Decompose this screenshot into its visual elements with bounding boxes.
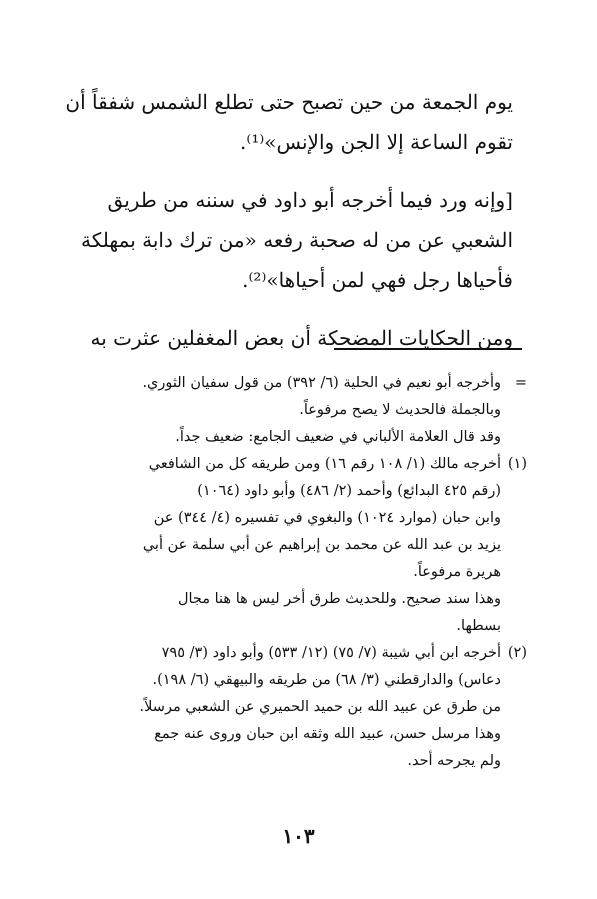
- text-line: الشعبي عن من له صحبة رفعه «من ترك دابة بمهلكة: [81, 228, 513, 252]
- paragraph-3: [73, 318, 513, 358]
- text-line: تقوم الساعة إلا الجن والإنس»⁽¹⁾.: [240, 130, 513, 154]
- footnote-line: أخرجه ابن أبي شيبة (٧/ ٧٥) (١٢/ ٥٣٣) وأبو داود (٣/ ٧٩٥: [161, 645, 501, 661]
- text-line: ومن الحكايات المضحكة أن بعض المغفلين عثرت به: [90, 326, 513, 350]
- footnotes: [67, 370, 527, 775]
- footnote-line: يزيد بن عبد الله عن محمد بن إبراهيم عن أبي سلمة عن أبي: [142, 537, 501, 553]
- footnote-line: وهذا سند صحيح. وللحديث طرق أخر ليس ها هنا مجال: [177, 591, 501, 607]
- footnote-line: هريرة مرفوعاً.: [413, 564, 501, 580]
- page-number: ١٠٣: [282, 824, 315, 848]
- footnote-line: وقد قال العلامة الألباني في ضعيف الجامع: ضعيف جداً.: [175, 429, 501, 445]
- footnote-line: ولم يجرحه أحد.: [407, 753, 501, 769]
- footnote-separator: [334, 348, 522, 350]
- footnote-continued: [67, 370, 527, 451]
- main-text: [65, 82, 513, 376]
- footnote-marker: =: [514, 375, 527, 391]
- text-line: فأحياها رجل فهي لمن أحياها»⁽²⁾.: [242, 268, 513, 292]
- footnote-line: من طرق عن عبيد الله بن حميد الحميري عن الشعبي مرسلاً.: [139, 699, 501, 715]
- text-line: [وإنه ورد فيما أخرجه أبو داود في سننه من طريق: [107, 188, 513, 212]
- footnote-line: وابن حبان (موارد ١٠٢٤) والبغوي في تفسيره (٤/ ٣٤٤) عن: [153, 510, 501, 526]
- text-line: يوم الجمعة من حين تصبح حتى تطلع الشمس شفقاً أن: [65, 90, 513, 114]
- footnote-line: وهذا مرسل حسن، عبيد الله وثقه ابن حبان وروى عنه جمع: [154, 726, 501, 742]
- footnote-line: دعاس) والدارقطني (٣/ ٦٨) من طريقه والبيهقي (٦/ ١٩٨).: [152, 672, 501, 688]
- footnote-line: وبالجملة فالحديث لا يصح مرفوعاً.: [299, 402, 501, 418]
- footnote-line: بسطها.: [456, 618, 501, 634]
- footnote-marker: (٢): [507, 645, 527, 661]
- paragraph-1: [65, 82, 513, 162]
- footnote-marker: (١): [507, 456, 527, 472]
- footnote-1: [67, 451, 527, 640]
- paragraph-2: [73, 180, 513, 300]
- footnote-line: (رقم ٤٢٥ البدائع) وأحمد (٢/ ٤٨٦) وأبو داود (١٠٦٤): [197, 483, 501, 499]
- footnote-line: وأخرجه أبو نعيم في الحلية (٦/ ٣٩٢) من قول سفيان الثوري.: [142, 375, 501, 391]
- footnote-line: أخرجه مالك (١/ ١٠٨ رقم ١٦) ومن طريقه كل من الشافعي: [148, 456, 501, 472]
- footnote-2: [67, 640, 527, 775]
